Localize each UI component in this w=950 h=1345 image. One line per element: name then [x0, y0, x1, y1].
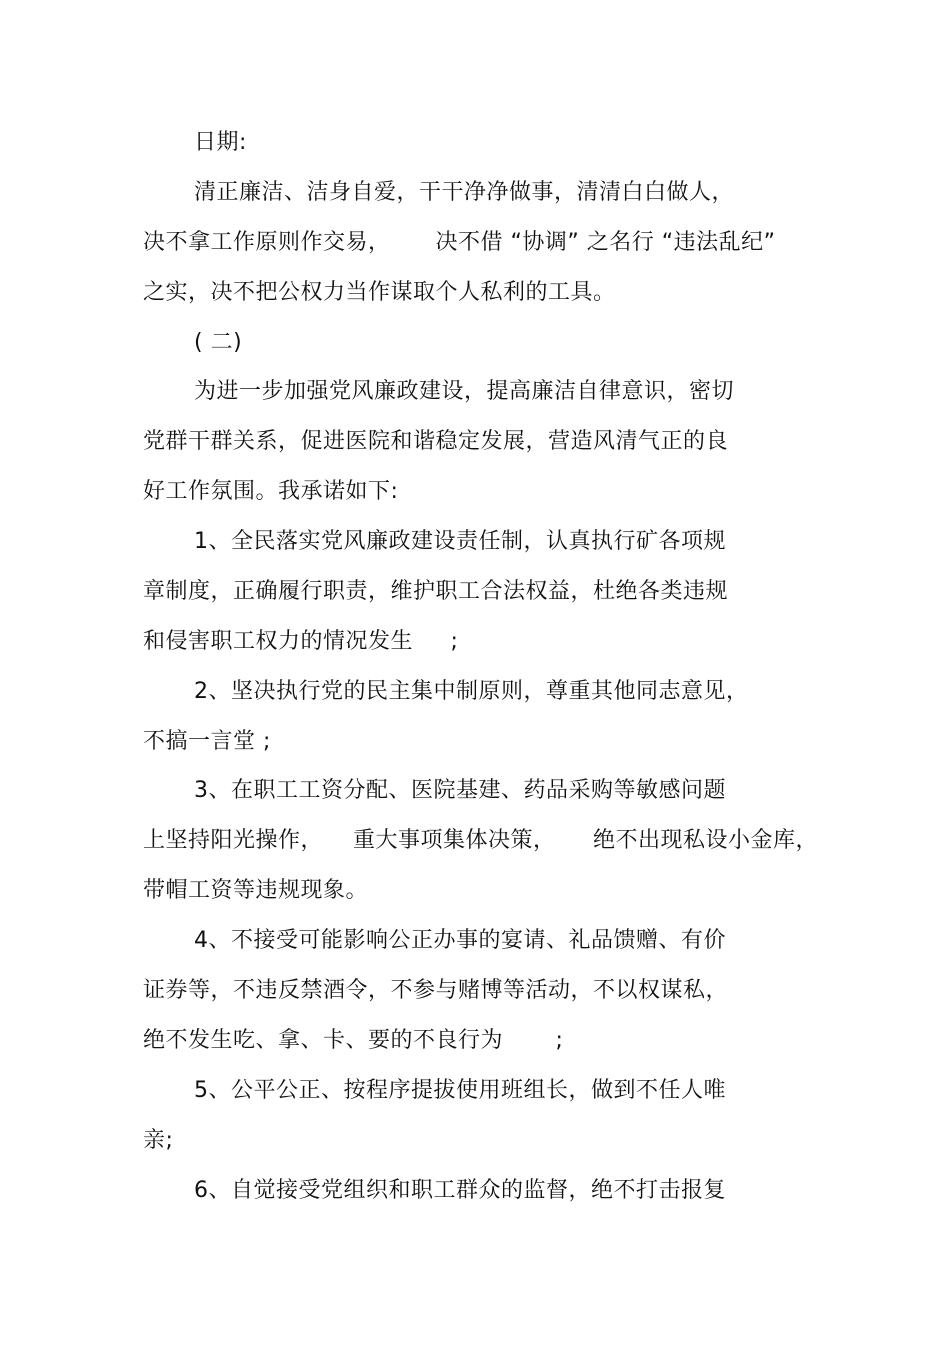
item2-line2: 不搞一言堂 ; — [143, 729, 271, 754]
para1-line2: 决不拿工作原则作交易， 决不借 “协调” 之名行 “违法乱纪” — [143, 230, 776, 255]
para1-line3: 之实，决不把公权力当作谋取个人私利的工具。 — [143, 280, 616, 305]
item5-line2: 亲; — [143, 1128, 174, 1153]
para1-line1: 清正廉洁、洁身自爱，干干净净做事，清清白白做人， — [194, 180, 735, 205]
intro-line1: 为进一步加强党风廉政建设，提高廉洁自律意识，密切 — [194, 379, 735, 404]
item4-line3: 绝不发生吃、拿、卡、要的不良行为 ; — [143, 1028, 564, 1053]
item4-line2: 证券等，不违反禁酒令，不参与赌博等活动，不以权谋私， — [143, 978, 729, 1003]
item3-line1: 3、在职工工资分配、医院基建、药品采购等敏感问题 — [194, 778, 726, 803]
item6-line1: 6、自觉接受党组织和职工群众的监督，绝不打击报复 — [194, 1178, 726, 1203]
item1-line3: 和侵害职工权力的情况发生 ; — [143, 629, 459, 654]
item3-line2: 上坚持阳光操作， 重大事项集体决策， 绝不出现私设小金库， — [143, 828, 818, 853]
item2-line1: 2、坚决执行党的民主集中制原则，尊重其他同志意见， — [194, 679, 749, 704]
date-label: 日期: — [194, 130, 247, 155]
item4-line1: 4、不接受可能影响公正办事的宴请、礼品馈赠、有价 — [194, 928, 726, 953]
item3-line3: 带帽工资等违规现象。 — [143, 878, 369, 903]
intro-line2: 党群干群关系，促进医院和谐稳定发展，营造风清气正的良 — [143, 429, 729, 454]
intro-line3: 好工作氛围。我承诺如下: — [143, 479, 399, 504]
item5-line1: 5、公平公正、按程序提拔使用班组长，做到不任人唯 — [194, 1078, 726, 1103]
item1-line2: 章制度，正确履行职责，维护职工合法权益，杜绝各类违规 — [143, 579, 729, 604]
section-heading: ( 二) — [194, 330, 243, 355]
item1-line1: 1、全民落实党风廉政建设责任制，认真执行矿各项规 — [194, 529, 726, 554]
